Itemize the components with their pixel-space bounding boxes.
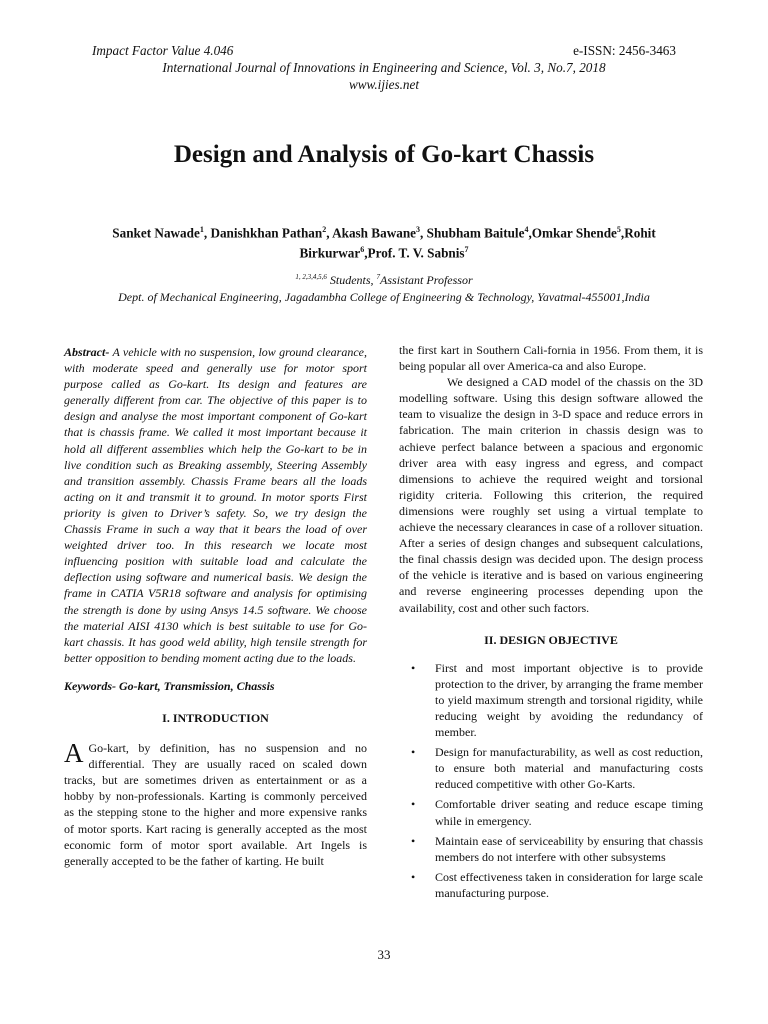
author-sup: 3 xyxy=(416,225,421,234)
cad-design-paragraph: We designed a CAD model of the chassis on the 3D modelling software. Using this design software allowed the team to visualize the design in 3-D space and reduce errors in fabrication. The main criterion in chassis design was to achieve perfect balance between a spacious and ergonomic driver area with easy ingress and egress, and compact dimensions to achieve the required weight and torsional rigidity criteria. Following this criterion, the required dimensions were roughly set using a virtual template to achieve the necessary clearances in case of a rollover situation. After a series of design changes and subsequent calculations, the final chassis design was decided upon. The design process of the vehicle is iterative and is based on various engineering and reverse engineering processes depending upon the availability, cost and other such factors. xyxy=(399,375,703,615)
keywords: Keywords- Go-kart, Transmission, Chassis xyxy=(64,678,275,693)
introduction-paragraph xyxy=(64,740,367,869)
list-item: • Cost effectiveness taken in consideration for large scale manufacturing purpose. xyxy=(399,869,703,901)
author-name: Rohit Birkurwar xyxy=(299,225,656,261)
abstract xyxy=(64,344,367,666)
author-name: Danishkhan Pathan xyxy=(210,225,323,241)
list-item: • Maintain ease of serviceability by ensuring that chassis members do not interfere with other subsystems xyxy=(399,833,703,865)
author-sup: 6 xyxy=(360,245,365,255)
author-sup: 5 xyxy=(616,225,621,234)
author-name: Sanket Nawade xyxy=(112,225,200,241)
left-column xyxy=(64,344,367,869)
drop-cap: A xyxy=(64,738,84,769)
author-sup: 2 xyxy=(322,225,327,234)
author-roles: $^{1, 2,3,4,5,6}$ Students, $^7$Assistant Professor xyxy=(295,273,473,287)
page-number: 33 xyxy=(377,947,391,962)
impact-factor: Impact Factor Value 4.046 xyxy=(92,43,234,58)
list-item: • Design for manufacturability, as well as cost reduction, to ensure both material and manufacturing costs reduced competitive with other Go-Karts. xyxy=(399,744,703,792)
abstract-label: Abstract- xyxy=(64,345,110,359)
list-item: • First and most important objective is to provide protection to the driver, by arranging the frame member to yield maximum strength and torsional rigidity, while reducing weight by avoiding the redundancy of member. xyxy=(399,660,703,740)
introduction-text: Go-kart, by definition, has no suspension and no differential. They are usually raced on scaled down tracks, but are sometimes driven as entertainment or as a hobby by non-professionals. Karting is commonly perceived as the stepping stone to the higher and more expensive ranks of motor sports. Kart racing is generally accepted as the most economic form of motor sport available. Art Ingels is generally accepted to be the father of karting. He built xyxy=(64,741,367,868)
affiliation: Dept. of Mechanical Engineering, Jagadambha College of Engineering & Technology, Yavatmal-455001,India xyxy=(118,290,650,304)
author-sup: 7 xyxy=(464,245,469,255)
right-column xyxy=(399,342,703,905)
introduction-continuation: the first kart in Southern Cali-fornia in 1956. From them, it is being popular all over America-ca and also Europe. xyxy=(399,343,703,374)
author-sup: 1 xyxy=(199,225,204,234)
running-header xyxy=(92,43,676,59)
author-sup: 4 xyxy=(524,225,529,234)
abstract-text: A vehicle with no suspension, low ground clearance, with moderate speed and generally use for motor sport purpose called as Go-kart. Its design and features are generally different from car. The objective of this paper is to design and analyse the most important component of Go-kart that is chassis frame. We called it most important because it hold all different assemblies which help the Go-kart to be in live condition such as Breaking assembly, Steering Assembly and transition assembly. Chassis Frame bears all the loads acting on it and transmit it to ground. In motor sports First priority is given to Driver’s safety. So, we try design the Chassis Frame in such a way that it bears the load of over weighted driver too. In this research we locate most influencing position with suitable load and calculate the deflection using software and numerical basis. We design the frame in CATIA V5R18 software and analysis for optimising the strength is done by using Ansys 14.5 software. We choose the material AISI 4130 which is best suitable to use for Go-kart chassis. It has good weld ability, high tensile strength for better opposition to bending moment acting due to the loads. xyxy=(64,345,367,665)
author-name: Akash Bawane xyxy=(332,225,417,241)
section-heading-introduction: I. INTRODUCTION xyxy=(162,710,269,725)
issn: e-ISSN: 2456-3463 xyxy=(573,43,676,58)
author-name: Shende xyxy=(575,225,617,241)
section-heading-design-objective: II. DESIGN OBJECTIVE xyxy=(484,632,618,647)
design-objective-list xyxy=(399,660,703,901)
paper-title: Design and Analysis of Go-kart Chassis xyxy=(173,141,595,168)
journal-name: International Journal of Innovations in Engineering and Science, Vol. 3, No.7, 2018 xyxy=(162,60,606,75)
journal-website: www.ijies.net xyxy=(348,77,420,92)
author-name: Shubham Baitule xyxy=(426,225,525,241)
author-list: Sanket Nawade$^1$, Danishkhan Pathan$^2$, Akash Bawane$^3$, Shubham Baitule$^4$,Omkar Shende$^5$,Rohit Birkurwar$^6$,Prof. T. V. Sabnis$^7$ xyxy=(112,225,656,261)
list-item: • Comfortable driver seating and reduce escape timing while in emergency. xyxy=(399,796,703,828)
